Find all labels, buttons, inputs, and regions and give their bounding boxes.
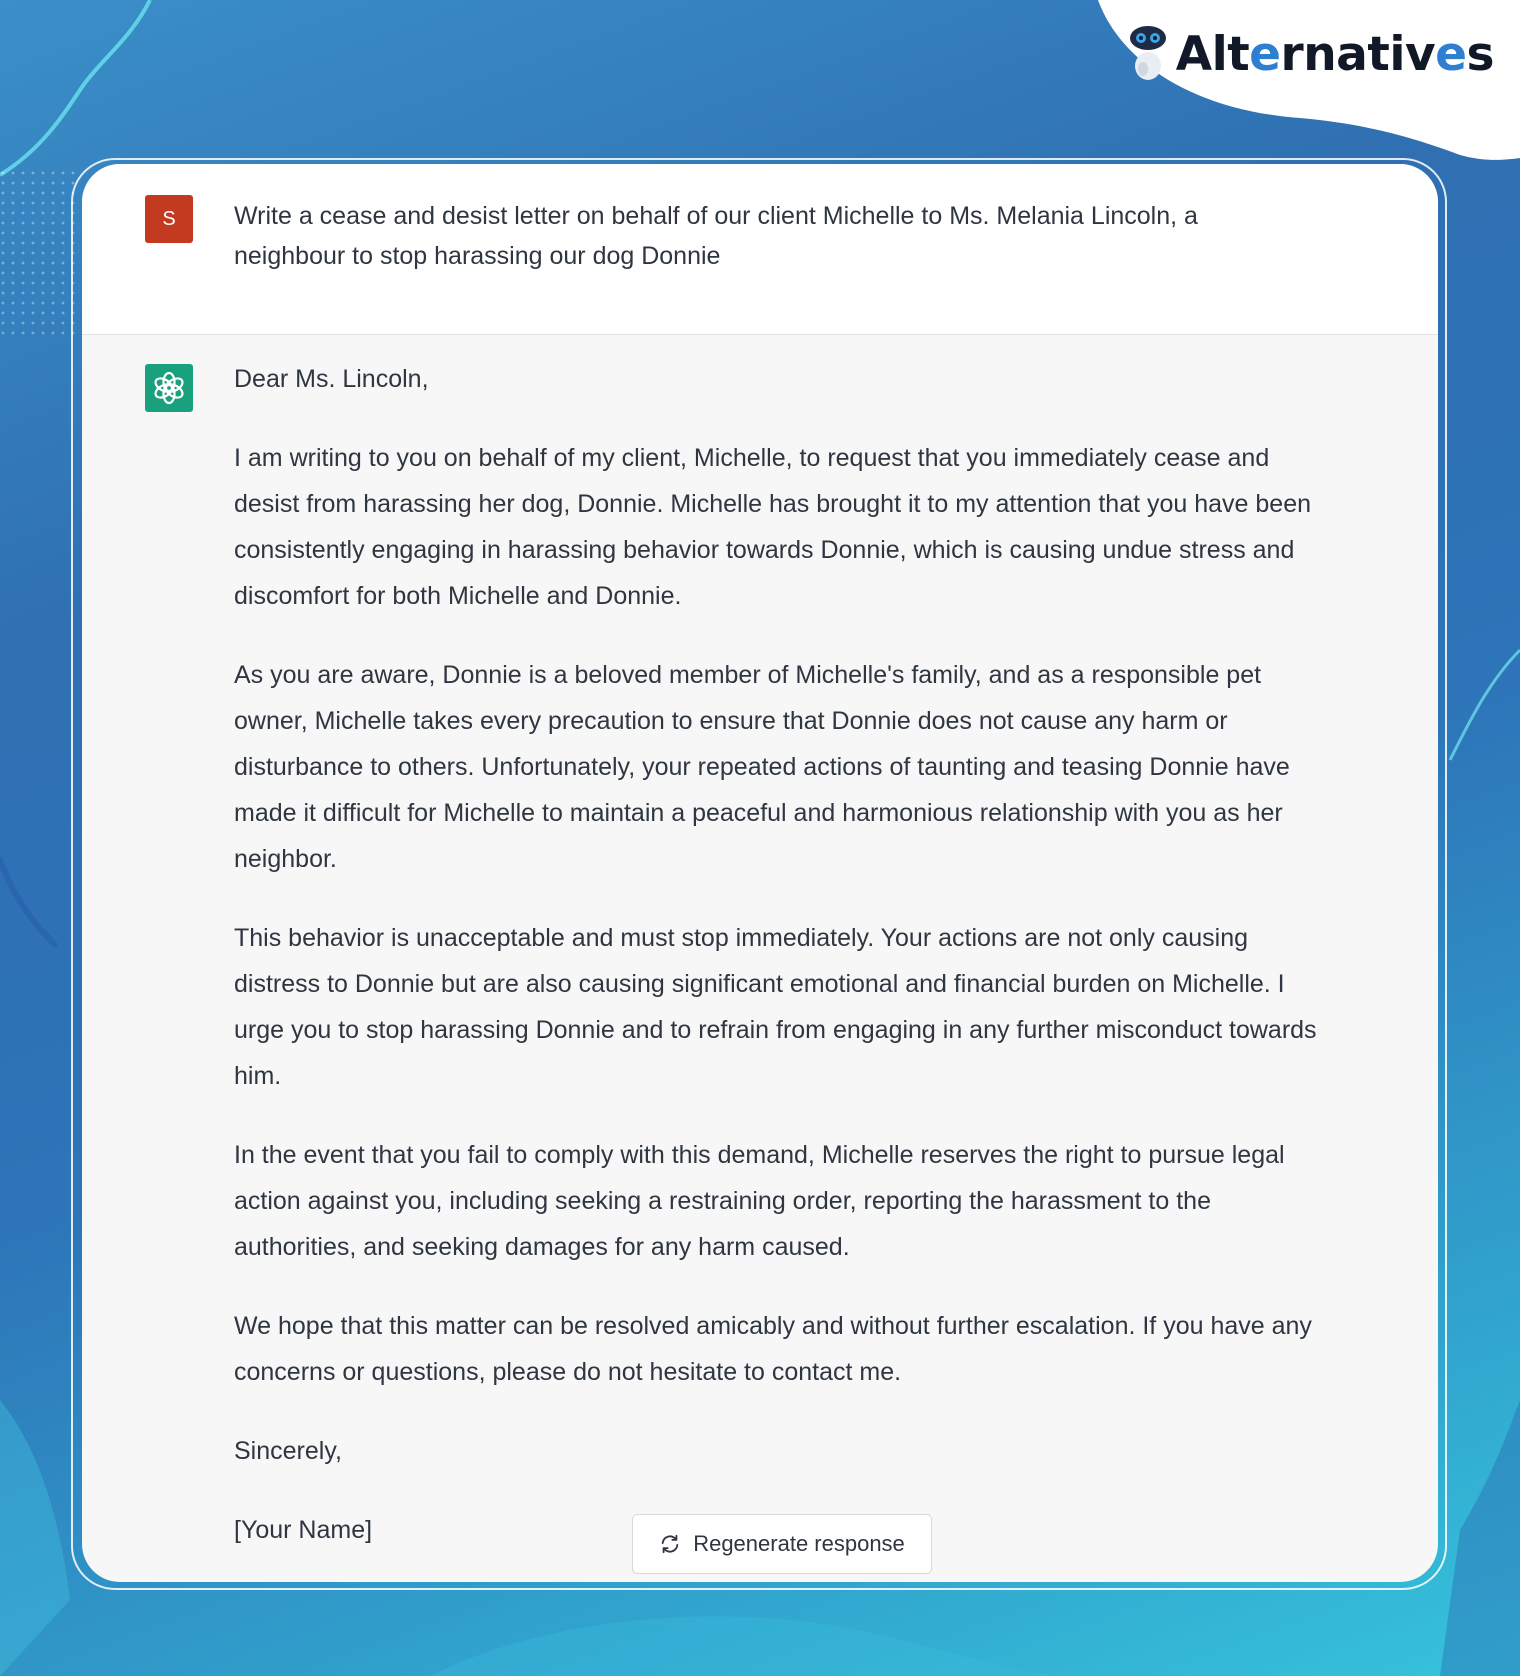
assistant-response (234, 356, 1324, 1582)
response-paragraph: Sincerely, (234, 1437, 342, 1465)
brand-name: Alternatives (1175, 26, 1494, 82)
robot-mascot-icon (1126, 24, 1172, 84)
response-paragraph: We hope that this matter can be resolved amicably and without further escalation. If you have any concerns or questions, please do not hesitate to contact me. (234, 1312, 1312, 1386)
regenerate-label: Regenerate response (693, 1531, 905, 1556)
response-paragraph: In the event that you fail to comply with this demand, Michelle reserves the right to pursue legal action against you, including seeking a restraining order, reporting the harassment to the authorities, and seeking damages for any harm caused. (234, 1141, 1285, 1261)
chat-window (82, 164, 1438, 1582)
refresh-icon (659, 1533, 681, 1555)
openai-logo-icon (152, 371, 186, 405)
response-paragraph: [Your Name] (234, 1516, 373, 1544)
assistant-avatar (145, 364, 193, 412)
regenerate-response-button[interactable] (632, 1514, 932, 1574)
user-message-row (82, 164, 1438, 335)
user-avatar: S (145, 195, 193, 243)
user-prompt-text: Write a cease and desist letter on behalf of our client Michelle to Ms. Melania Lincoln, a neighbour to stop harassing our dog Donnie (234, 202, 1198, 270)
brand-logo (1040, 0, 1520, 160)
response-paragraph: As you are aware, Donnie is a beloved member of Michelle's family, and as a responsible pet owner, Michelle takes every precaution to ensure that Donnie does not cause any harm or disturbance to others. Unfortunately, your repeated actions of taunting and teasing Donnie have made it difficult for Michelle to maintain a peaceful and harmonious relationship with you as her neighbor. (234, 661, 1290, 873)
response-paragraph: Dear Ms. Lincoln, (234, 365, 429, 393)
response-paragraph: This behavior is unacceptable and must stop immediately. Your actions are not only causing distress to Donnie but are also causing significant emotional and financial burden on Michelle. I urge you to stop harassing Donnie and to refrain from engaging in any further misconduct towards him. (234, 924, 1317, 1090)
response-paragraph: I am writing to you on behalf of my client, Michelle, to request that you immediately cease and desist from harassing her dog, Donnie. Michelle has brought it to my attention that you have been consistently engaging in harassing behavior towards Donnie, which is causing undue stress and discomfort for both Michelle and Donnie. (234, 444, 1312, 610)
